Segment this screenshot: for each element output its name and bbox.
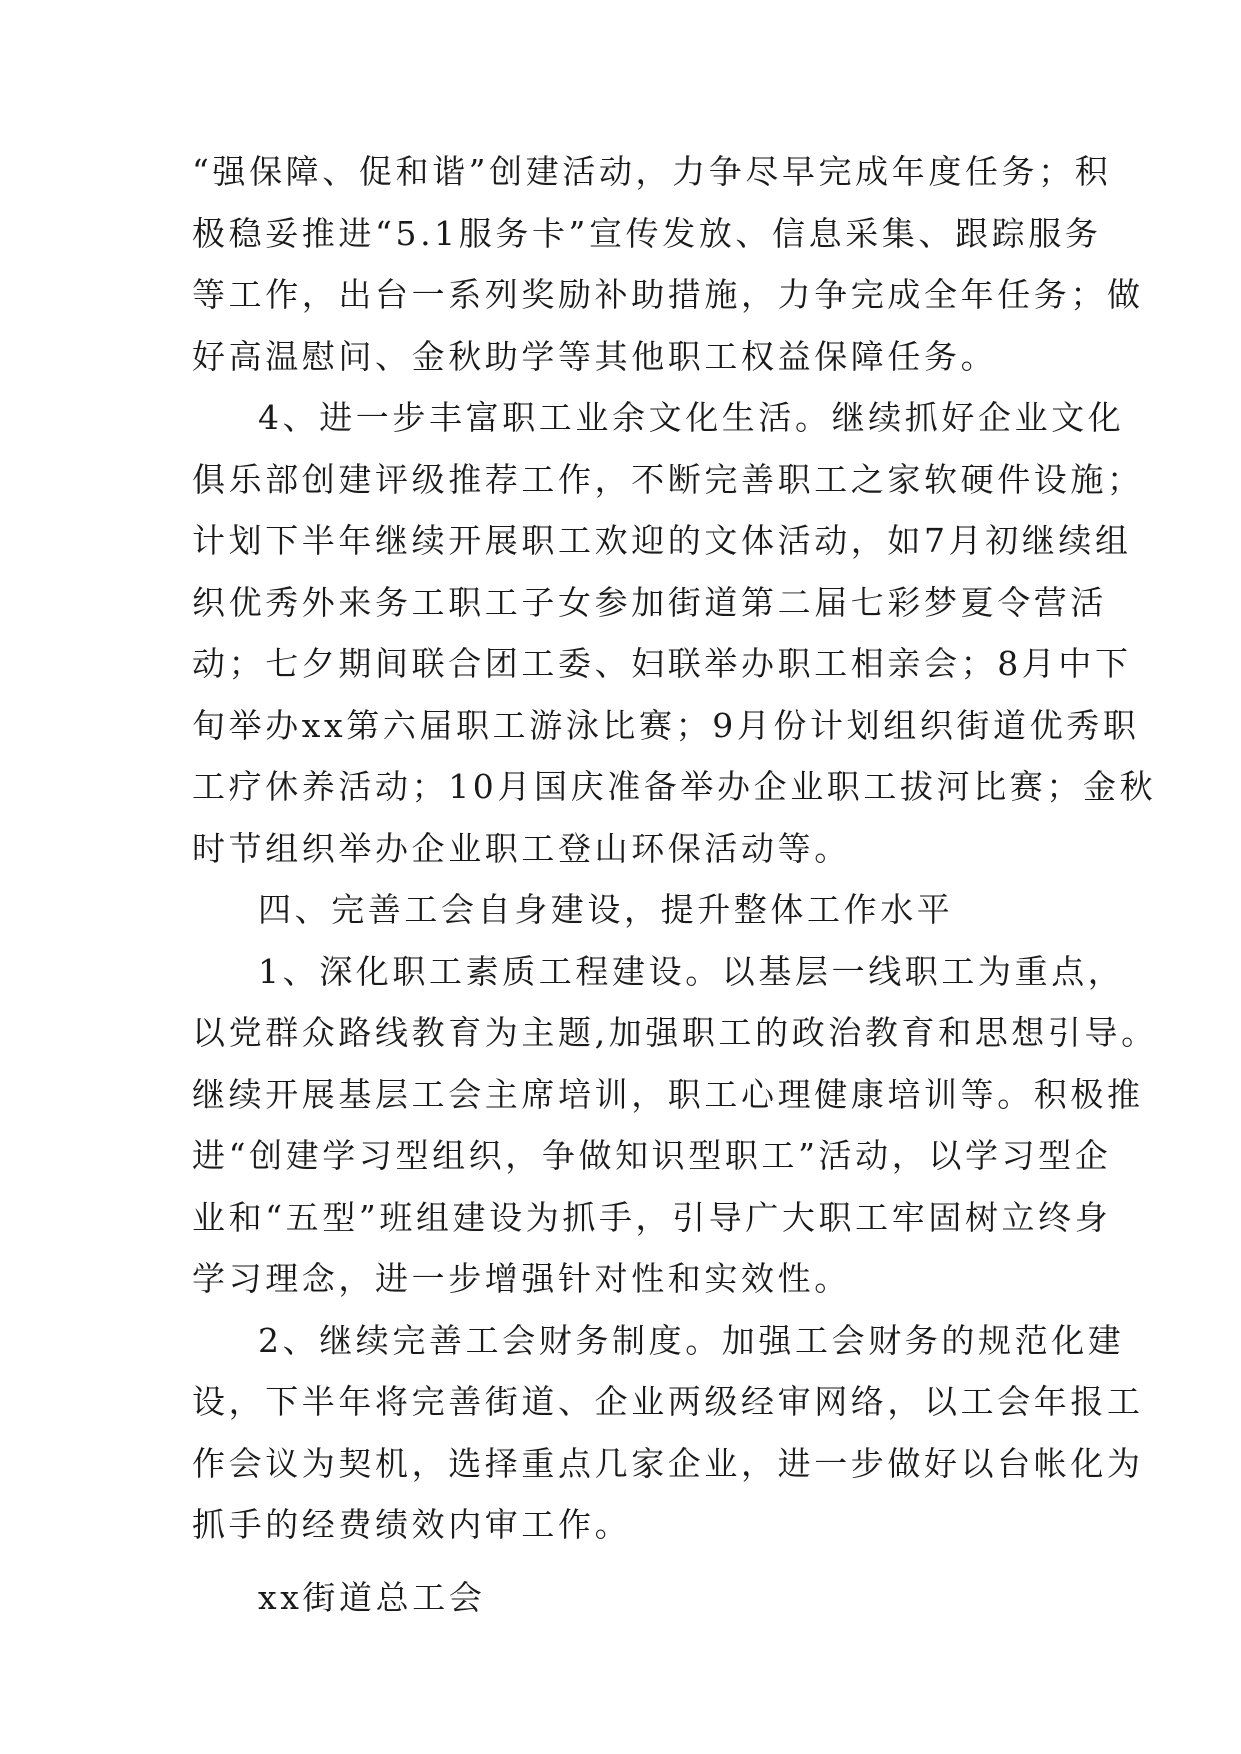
paragraph-4-start: 4、进一步丰富职工业余文化生活。继续抓好企业文化 — [258, 398, 1125, 437]
text-line: “强保障、促和谐”创建活动，力争尽早完成年度任务；积 — [192, 152, 1112, 191]
text-line: 业和“五型”班组建设为抓手，引导广大职工牢固树立终身 — [192, 1198, 1112, 1237]
text-line: 计划下半年继续开展职工欢迎的文体活动，如7月初继续组 — [192, 521, 1132, 560]
text-line: 俱乐部创建评级推荐工作，不断完善职工之家软硬件设施； — [192, 460, 1144, 499]
text-line: 动；七夕期间联合团工委、妇联举办职工相亲会；8月中下 — [192, 644, 1132, 683]
text-line: 极稳妥推进“5.1服务卡”宣传发放、信息采集、跟踪服务 — [192, 214, 1102, 253]
text-line: 等工作，出台一系列奖励补助措施，力争完成全年任务；做 — [192, 275, 1144, 314]
text-line: 继续开展基层工会主席培训，职工心理健康培训等。积极推 — [192, 1075, 1144, 1114]
paragraph-1-start: 1、深化职工素质工程建设。以基层一线职工为重点， — [258, 952, 1125, 991]
text-line: 作会议为契机，选择重点几家企业，进一步做好以台帐化为 — [192, 1444, 1144, 1483]
text-line: 进“创建学习型组织，争做知识型职工”活动，以学习型企 — [192, 1136, 1112, 1175]
text-line: 工疗休养活动；10月国庆准备举办企业职工拔河比赛；金秋 — [192, 767, 1157, 806]
text-line: 织优秀外来务工职工子女参加街道第二届七彩梦夏令营活 — [192, 583, 1107, 622]
text-line: 以党群众路线教育为主题,加强职工的政治教育和思想引导。 — [192, 1013, 1158, 1052]
text-line: 抓手的经费绩效内审工作。 — [192, 1505, 632, 1544]
signature-org: xx街道总工会 — [258, 1578, 486, 1617]
text-line: 旬举办xx第六届职工游泳比赛；9月份计划组织街道优秀职 — [192, 706, 1140, 745]
paragraph-2-start: 2、继续完善工会财务制度。加强工会财务的规范化建 — [258, 1321, 1125, 1360]
section-heading: 四、完善工会自身建设，提升整体工作水平 — [258, 890, 954, 929]
text-line: 好高温慰问、金秋助学等其他职工权益保障任务。 — [192, 337, 998, 376]
text-line: 设，下半年将完善街道、企业两级经审网络，以工会年报工 — [192, 1382, 1144, 1421]
text-line: 学习理念，进一步增强针对性和实效性。 — [192, 1259, 851, 1298]
text-line: 时节组织举办企业职工登山环保活动等。 — [192, 829, 851, 868]
